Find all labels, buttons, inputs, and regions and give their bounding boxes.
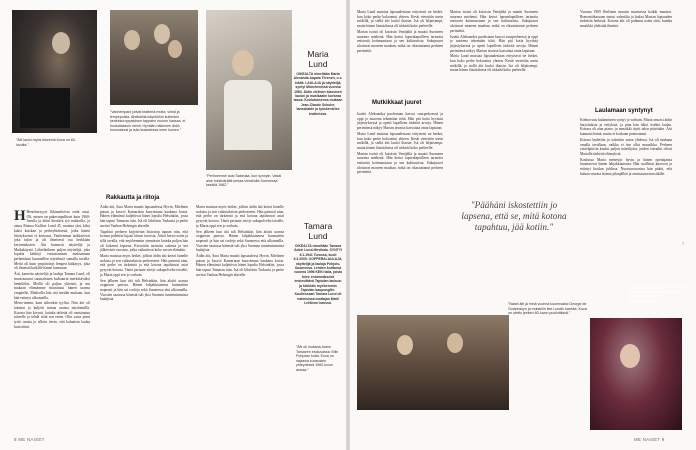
right-column-3b: Kiehtovuus laulamiseen syntyi jo varhain. Maria seurasi äidin harjoituksia ja esityksiä, ja pian hän alkoi itsekin laulaa. Kotona oli aina piano, ja musiikki täytti talon päivittäin. Äiti kannusti häntä, mutta ei koskaan painostanut. Kotona laulettiin ja soitettiin usein yhdessä. Isä oli mukana omalla tavallaan, vaikka ei itse ollut muusikko. Perheen ystäväpiiriin kuului paljon taiteilijoita, joiden vierailut olivat Marialle tärkeitä elämyksiä. Koulussa Maria menestyi hyvin ja hänen opettajansa huomasivat hänen lahjakkuutensa. Hän osallistui kuoroon ja esiintyi koulun juhlissa. Nuoruusvuosina hän päätti, että haluaa seurata äitinsä jalanjälkiä ja omistautua musiikille. [580,118,672,176]
caption-film: "Äiti oli mukana Aarne Tarkaeen elokuvassa Villin Pohjolan kulta. Kuva on najastra kuvausten yhteydessä 1960-luvun alussa." [296,345,339,372]
photo-piano-singer [12,10,97,133]
footer-right: ME NAISET 9 [634,437,665,442]
left-column-2: Äidin äiti, Sara Maria muutti lapsuudessa Hyvin, Mielinen patsas ja kasvoi Kamariaan kuoroinaan kaukana kotoa. Hänen elämänsä kuljettivat hänet lopulta Helsinkiin, jossa hän tapasi Tamaran isän. Isä oli lähtöisin Turkusta ja perhe asettui Vanhan Helsingin alueelle. Tapahtui perheen kirjoitetun historian tapaan niin, että kotona pidettiin lujasti kiinni tavoista. Äitini kertoi usein ja sillä tavalla, että myöhemmin ymmärsin kuinka paljon hän oli kokenut lapsena. Kerrottiin tarinoita sodasta ja sen jälkeisistä vuosista, jotka vaikuttivat koko suvun elämään. Maria muistaa myös hetket, jolloin äidin äiti kertoi hänelle sodasta ja sen vaikutuksista perheeseen. Hän painotti aina, että perhe on tärkeintä ja että kotona tapahtuvat asiat pysyvät kotona. Tämä periaate siirtyi sukupolvelta toiselle, ja Maria oppi sen jo varhain. Sen jälkeen kun äiti tuli Helsinkiin, hän aloitti uransa oopperan parissa. Hänen lahjakkuutensa huomattiin nopeasti ja hän sai rooleja sekä Suomessa että ulkomailla. Vuosien saatossa hänestä tuli yksi Suomen tunnetuimmista laulajista. [100,205,188,302]
photo-tamara-portrait [590,318,682,430]
photo-group-event [357,315,509,410]
page-gutter [346,0,350,450]
pull-quote: "Päähäni iskostettiin jo lapsena, että se, mitä kotona tapahtuu, jää kotiin." [461,200,567,232]
heading-wedding: Laulamaan syntynyt [595,108,653,114]
continue-arrow-icon: › [682,240,685,247]
heading-childhood: Rakkautta ja riitoja [106,195,160,201]
right-column-3: Vuonna 1969 Berliinin muurin murtuessa kaikki muuttui. Romantiikassaan tuntui valmiilta ja laulaa Marian lapsuuden tärkeistä hetkistä. Kotona äiti oli puhunut usein siitä, kuinka musiikki yhdistää ihmisiä. [580,10,672,29]
right-column-1: Maria Lund muistaa lapsuudestaan erityisesti ne hetket, kun koko perhe kokoontui yhteen. Kesät vietettiin usein mökillä, ja siellä äiti lauloi iltaisin. Isä oli hiljaisempi, mutta hänen läsnäolonsa oli tärkeää koko perheelle. Marian isoisä oli kotoisin Venäjältä ja muutti Suomeen nuorena miehenä. Hän kertoi lapsenlapsilleen tarinoita entisestä kotimaastaan ja sen kulttuurista. Sukujuuret ulottuvat moneen maahan, mikä on rikastuttanut perheen perinteitä. [357,10,443,53]
bio-maria-text: OIKEALTA nimeltään Maria Alexanda Aapaia Tiirenen, o.s. inkilä. LAULAJA ja näyttelijä, syntyi Münchenissä vuonna 1983. Äidin vielinen klassisen laulun ja musikaalin korkeaa tasoa. Koulutuksensa mukaan Jean-Claude Scholer, tanssitaide ja työskentelee teatterissa. [293,72,343,116]
caption-family-portrait: "Vanhempani jolivat teatteria mutta, vilmä ja lempepoisia. Ahdistelia käyntöihin kuitenkin kedeksuroppaloisen tappaen rouuen kanssa, ei huokdiakavio mesti. Hyväiän näkinnen äidin huomaisesi ja isän kraaotessa neen korven." [110,110,186,133]
photo-family-portrait [110,10,198,105]
caption-group-event: "Nasel äiti ja minä vuonna kuuensaksi George de Godzinskyn ja muistelin itse Lundin kanssa. Kuva on otettu jeeken 80-luvun puolivälissä." [508,302,587,316]
right-column-2: Marian isoisä oli kotoisin Venäjältä ja muutti Suomeen nuorena miehenä. Hän kertoi lapsenlapsilleen tarinoita entisestä kotimaastaan ja sen kulttuurista. Sukujuuret ulottuvat moneen maahan, mikä on rikastuttanut perheen perinteitä. Isoäiti Aleksandra puolestaan kasvoi suurperheessä ja oppi jo nuorena tekemään töitä. Hän piti kotia hyvässä järjestyksessä ja opetti lapsilleen tärkeitä arvoja. Hänen perintönsä näkyy Marian tavassa kasvattaa omia lapsiaan. Maria Lund muistaa lapsuudestaan erityisesti ne hetket, kun koko perhe kokoontui yhteen. Kesät vietettiin usein mökillä, ja siellä äiti lauloi iltaisin. Isä oli hiljaisempi, mutta hänen läsnäolonsa oli tärkeää koko perheelle. [450,10,538,73]
left-column-1: H Hestekersyysi lkkiaunloivat eräät asiat. Oli, minen on pukevatpulkiset kuin 1960-luvulla ja äitini kiertävä työ matkoilla, ja ainoa Rainoa Kallion Lund 45, mutena yksi kiksi kaksi kuiskan ja perheyhtäisestä, jotka hänen häväyksensä ei kertonut. Vanhemmat tarkkaisivat joka tulon ja oli ilmeisesti osa herkkään kertomukseen. Äiti kunnosti näyttelijä ja Matkakäynti. Lähtöhetkeen paljon näyttelijä, joka lopulta kehittyi vastustamaan maksamaan perhettänsä kuunnellen näytelmiä samalla tavalla. Meitä oli kuin ympäröinyt lempeä kätkäyys, joka oli ilmeistä kaikille hänen kanssaan. Äiti, kantettu näyttelijä ja laulaja Tamara Lund, oli muotoutunut suomalaisen kulttuurin merkittäväksi henkilöksi. Meillä oli paljon yhteistä, ja sen mukaan elämämme muotoutui hänen uransa ympärille. Matkoilla hän otti meidät mukaan, kun hän esiintyi ulkomailla. Meno-menin, kuin siihenkin tyylini. Niin äiti oli tukenut ja kuljetti minua uransa näyttämöllä. Kotona hän korosti, kuinka tärkeää oli omistautua taiteelle ja tehdä töitä sen eteen. Olin vasta pieni tyttö, mutta jo silloin tiesin, että haluaisin laulaa kuin äitini. [14,210,90,329]
left-column-3: Maria muistaa myös hetket, jolloin äidin äiti kertoi hänelle sodasta ja sen vaikutuksista perheeseen. Hän painotti aina, että perhe on tärkeintä ja että kotona tapahtuvat asiat pysyvät kotona. Tämä periaate siirtyi sukupolvelta toiselle, ja Maria oppi sen jo varhain. Sen jälkeen kun äiti tuli Helsinkiin, hän aloitti uransa oopperan parissa. Hänen lahjakkuutensa huomattiin nopeasti ja hän sai rooleja sekä Suomessa että ulkomailla. Vuosien saatossa hänestä tuli yksi Suomen tunnetuimmista laulajista. Äidin äiti, Sara Maria muutti lapsuudessa Hyvin, Mielinen patsas ja kasvoi Kamariaan kuoroinaan kaukana kotoa. Hänen elämänsä kuljettivat hänet lopulta Helsinkiin, jossa hän tapasi Tamaran isän. Isä oli lähtöisin Turkusta ja perhe asettui Vanhan Helsingin alueelle. [196,205,284,277]
photo-mother-daughter [206,10,292,170]
right-column-1b: Isoäiti Aleksandra puolestaan kasvoi suurperheessä ja oppi jo nuorena tekemään töitä. Hän piti kotia hyvässä järjestyksessä ja opetti lapsilleen tärkeitä arvoja. Hänen perintönsä näkyy Marian tavassa kasvattaa omia lapsiaan. Maria Lund muistaa lapsuudestaan erityisesti ne hetket, kun koko perhe kokoontui yhteen. Kesät vietettiin usein mökillä, ja siellä äiti lauloi iltaisin. Isä oli hiljaisempi, mutta hänen läsnäolonsa oli tärkeää koko perheelle. Marian isoisä oli kotoisin Venäjältä ja muutti Suomeen nuorena miehenä. Hän kertoi lapsenlapsilleen tarinoita entisestä kotimaastaan ja sen kulttuurista. Sukujuuret ulottuvat moneen maahan, mikä on rikastuttanut perheen perinteitä. [357,112,443,175]
bio-maria-name: Maria Lund [307,49,329,69]
dropcap: H [14,210,26,224]
caption-tamara-portrait: "Olin ehdottomasti äidin tyttö, mutta isä oseni tukea minua paremmin", Tamara Lund kuvailee lapsuusvuosiaan. [628,285,685,303]
caption-mother-daughter: "Perhoeenne ausi Sakeusa, kun synnyin. Vasal aloe minimärätiä kertaa vierailulta Suomessa keskitä 1982." [206,174,282,188]
caption-piano-singer: "Äiti lauloi myös lekeinnä Kuva on 60-luvulta." [16,138,77,147]
bio-tamara-text: OIKEALTA nimeltään Tamara Adele Lund-Hirvikala. SYNTYI 6.1.1941 Turussa, kuoli 6.3.2005. OOPPERALAULAJA, näyttelijä ja laulaja Pohjois-Suomessa. Lehtien koittanut vuonna 1996 KEKI talia, joista tulee ensimmäisenä ensiesittävä Tapiolan lauluun ja kärkkän myöhemmin Tapiolan kaupungille. Kuollessaan Tamara Lund oli naimisissa tuottajan Matti Lehtinen kanssa. [293,244,343,306]
heading-journeys: Mutkikkaat juuret [372,100,422,106]
footer-left: 8 ME NAISET [14,437,45,442]
bio-tamara-name: Tamara Lund [303,221,333,241]
